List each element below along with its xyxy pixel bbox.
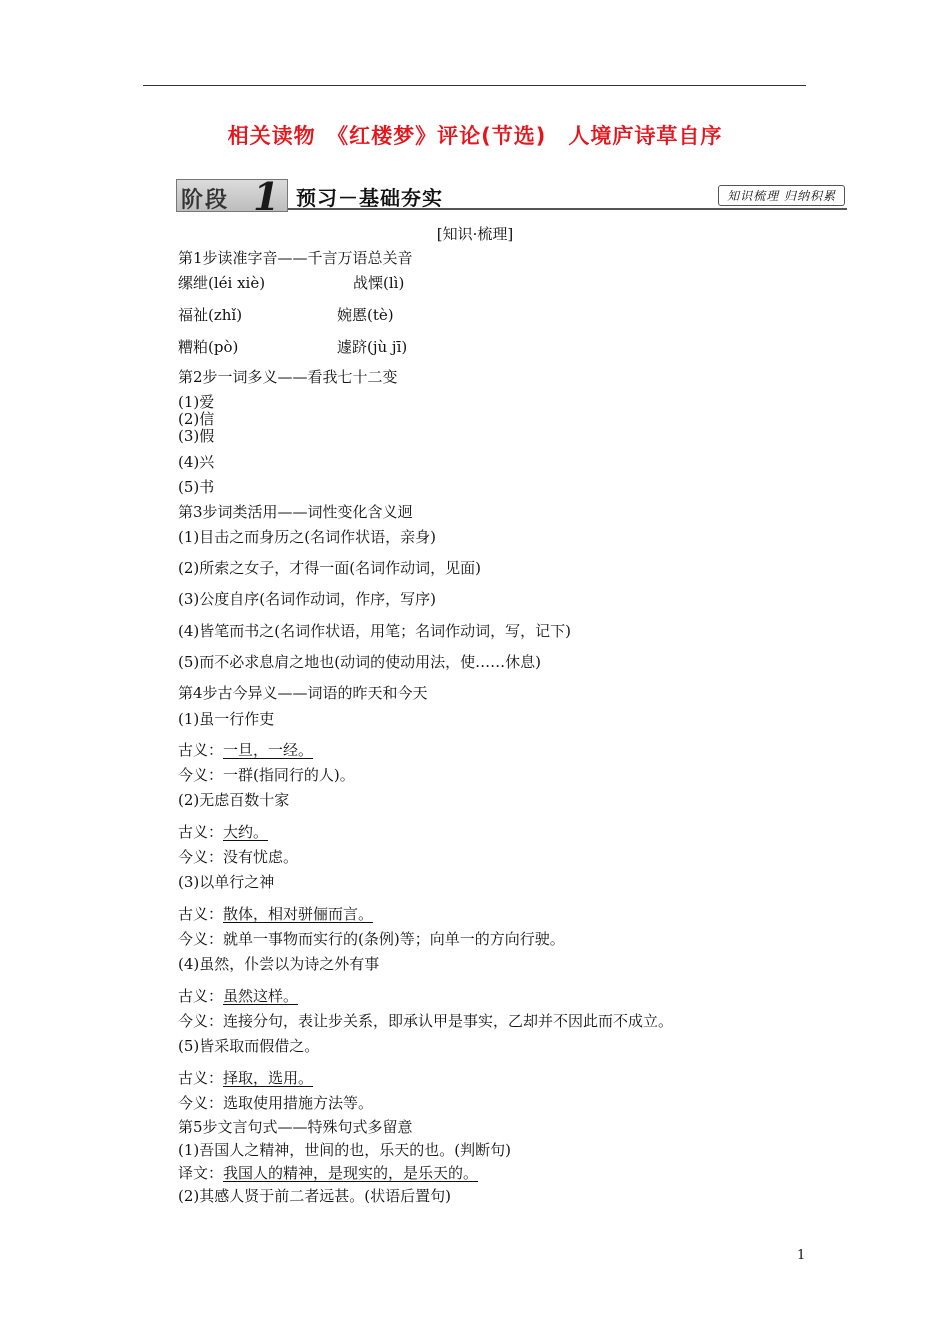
ancient-meaning: 古义：大约。 (178, 823, 269, 841)
banner-tag: 知识梳理 归纳积累 (718, 185, 845, 206)
page-number: 1 (797, 1248, 806, 1263)
conversion-item: (4)皆笔而书之(名词作状语，用笔；名词作动词，写，记下) (178, 622, 571, 640)
step2-heading: 第2步一词多义——看我七十二变 (178, 368, 398, 386)
pronunciation-item: 糟粕(pò) (178, 338, 239, 356)
ancient-modern-sentence: (3)以单行之神 (178, 873, 275, 891)
modern-meaning: 今义：一群(指同行的人)。 (178, 766, 355, 784)
ancient-meaning: 古义：择取，选用。 (178, 1069, 314, 1087)
conversion-item: (5)而不必求息肩之地也(动词的使动用法，使……休息) (178, 653, 541, 671)
conversion-item: (2)所索之女子，才得一面(名词作动词，见面) (178, 559, 481, 577)
banner-divider (288, 208, 847, 210)
sentence-pattern-item: (1)吾国人之精神，世间的也，乐天的也。(判断句) (178, 1141, 511, 1159)
ancient-modern-sentence: (1)虽一行作吏 (178, 710, 275, 728)
conversion-item: (3)公度自序(名词作动词，作序，写序) (178, 590, 436, 608)
modern-meaning: 今义：没有忧虑。 (178, 848, 299, 866)
polysemy-item: (2)信 (178, 410, 215, 428)
conversion-item: (1)目击之而身历之(名词作状语，亲身) (178, 528, 436, 546)
sentence-pattern-item: (2)其感人贤于前二者远甚。(状语后置句) (178, 1187, 451, 1205)
pronunciation-item: 福祉(zhǐ) (178, 306, 243, 324)
step5-heading: 第5步文言句式——特殊句式多留意 (178, 1118, 413, 1136)
stage-badge (176, 174, 288, 219)
page-title: 相关读物 《红楼梦》评论(节选) 人境庐诗草自序 (227, 124, 723, 148)
ancient-meaning: 古义：一旦，一经。 (178, 741, 314, 759)
polysemy-item: (5)书 (178, 478, 215, 496)
pronunciation-item: 战慄(lì) (353, 274, 405, 292)
translation: 译文：我国人的精神，是现实的，是乐天的。 (178, 1164, 479, 1182)
stage-label: 阶段 (181, 188, 230, 213)
step4-heading: 第4步古今异义——词语的昨天和今天 (178, 684, 428, 702)
step3-heading: 第3步词类活用——词性变化含义迥 (178, 503, 413, 521)
polysemy-item: (4)兴 (178, 453, 215, 471)
ancient-meaning: 古义：虽然这样。 (178, 987, 299, 1005)
modern-meaning: 今义：就单一事物而实行的(条例)等；向单一的方向行驶。 (178, 930, 565, 948)
pronunciation-item: 婉慝(tè) (337, 306, 394, 324)
polysemy-item: (3)假 (178, 427, 215, 445)
step1-heading: 第1步读准字音——千言万语总关音 (178, 249, 413, 267)
top-rule (143, 85, 806, 86)
polysemy-item: (1)爱 (178, 393, 215, 411)
pronunciation-item: 遽跻(jù jī) (337, 338, 408, 356)
section-label: [知识·梳理] (436, 225, 514, 243)
modern-meaning: 今义：选取使用措施方法等。 (178, 1094, 374, 1112)
stage-heading: 预习－基础夯实 (296, 186, 443, 210)
stage-number: 1 (253, 174, 280, 219)
ancient-modern-sentence: (2)无虑百数十家 (178, 791, 290, 809)
modern-meaning: 今义：连接分句，表让步关系，即承认甲是事实，乙却并不因此而不成立。 (178, 1012, 674, 1030)
stage-banner (176, 174, 847, 219)
ancient-modern-sentence: (4)虽然，仆尝以为诗之外有事 (178, 955, 380, 973)
ancient-meaning: 古义：散体，相对骈俪而言。 (178, 905, 374, 923)
pronunciation-item: 缧绁(léi xiè) (178, 274, 266, 292)
ancient-modern-sentence: (5)皆采取而假借之。 (178, 1037, 320, 1055)
